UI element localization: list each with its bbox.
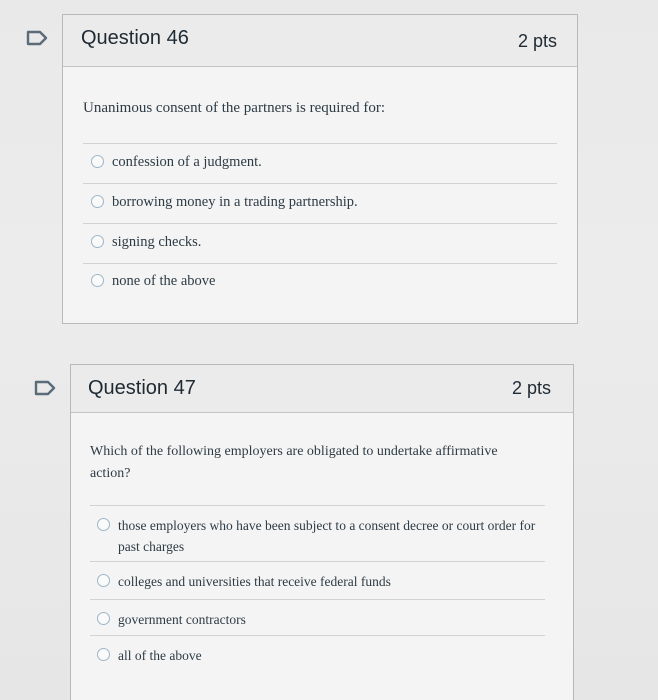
question-title: Question 46 <box>81 27 189 49</box>
question-points: 2 pts <box>517 31 557 51</box>
answer-divider <box>83 223 557 224</box>
flag-question-icon[interactable] <box>26 30 48 46</box>
answer-divider <box>83 143 557 144</box>
answer-divider <box>90 635 545 636</box>
radio-icon[interactable] <box>91 274 104 287</box>
answer-option[interactable] <box>91 192 358 213</box>
answer-divider <box>83 183 557 184</box>
answer-label: all of the above <box>118 648 202 663</box>
radio-icon[interactable] <box>97 518 110 531</box>
question-text: Which of the following employers are obligated to undertake affirmative action? <box>90 444 498 481</box>
radio-icon[interactable] <box>91 155 104 168</box>
answer-label: confession of a judgment. <box>112 154 262 170</box>
answer-divider <box>83 263 557 264</box>
answer-option[interactable] <box>91 232 201 253</box>
question-title: Question 47 <box>88 377 196 399</box>
question-points: 2 pts <box>511 378 551 398</box>
answer-option[interactable] <box>97 609 246 630</box>
answer-label: government contractors <box>118 612 246 627</box>
answer-label: borrowing money in a trading partnership. <box>112 194 358 210</box>
question-card <box>70 364 574 700</box>
question-card <box>62 14 578 324</box>
radio-icon[interactable] <box>97 612 110 625</box>
answer-option[interactable] <box>97 645 202 666</box>
radio-icon[interactable] <box>91 235 104 248</box>
radio-icon[interactable] <box>97 574 110 587</box>
answer-label: none of the above <box>112 273 216 289</box>
question-header <box>71 365 573 413</box>
answer-label: colleges and universities that receive federal funds <box>118 574 391 589</box>
flag-question-icon[interactable] <box>34 380 56 396</box>
answer-divider <box>90 505 545 506</box>
question-text: Unanimous consent of the partners is required for: <box>83 100 385 116</box>
answer-label: those employers who have been subject to a consent decree or court order for past charges <box>118 518 536 554</box>
answer-option[interactable] <box>91 271 215 292</box>
answer-option[interactable] <box>97 515 537 557</box>
answer-option[interactable] <box>97 571 391 592</box>
radio-icon[interactable] <box>91 195 104 208</box>
answer-divider <box>90 561 545 562</box>
answer-option[interactable] <box>91 152 262 173</box>
answer-divider <box>90 599 545 600</box>
answer-label: signing checks. <box>112 234 202 250</box>
radio-icon[interactable] <box>97 648 110 661</box>
question-header <box>63 15 577 67</box>
